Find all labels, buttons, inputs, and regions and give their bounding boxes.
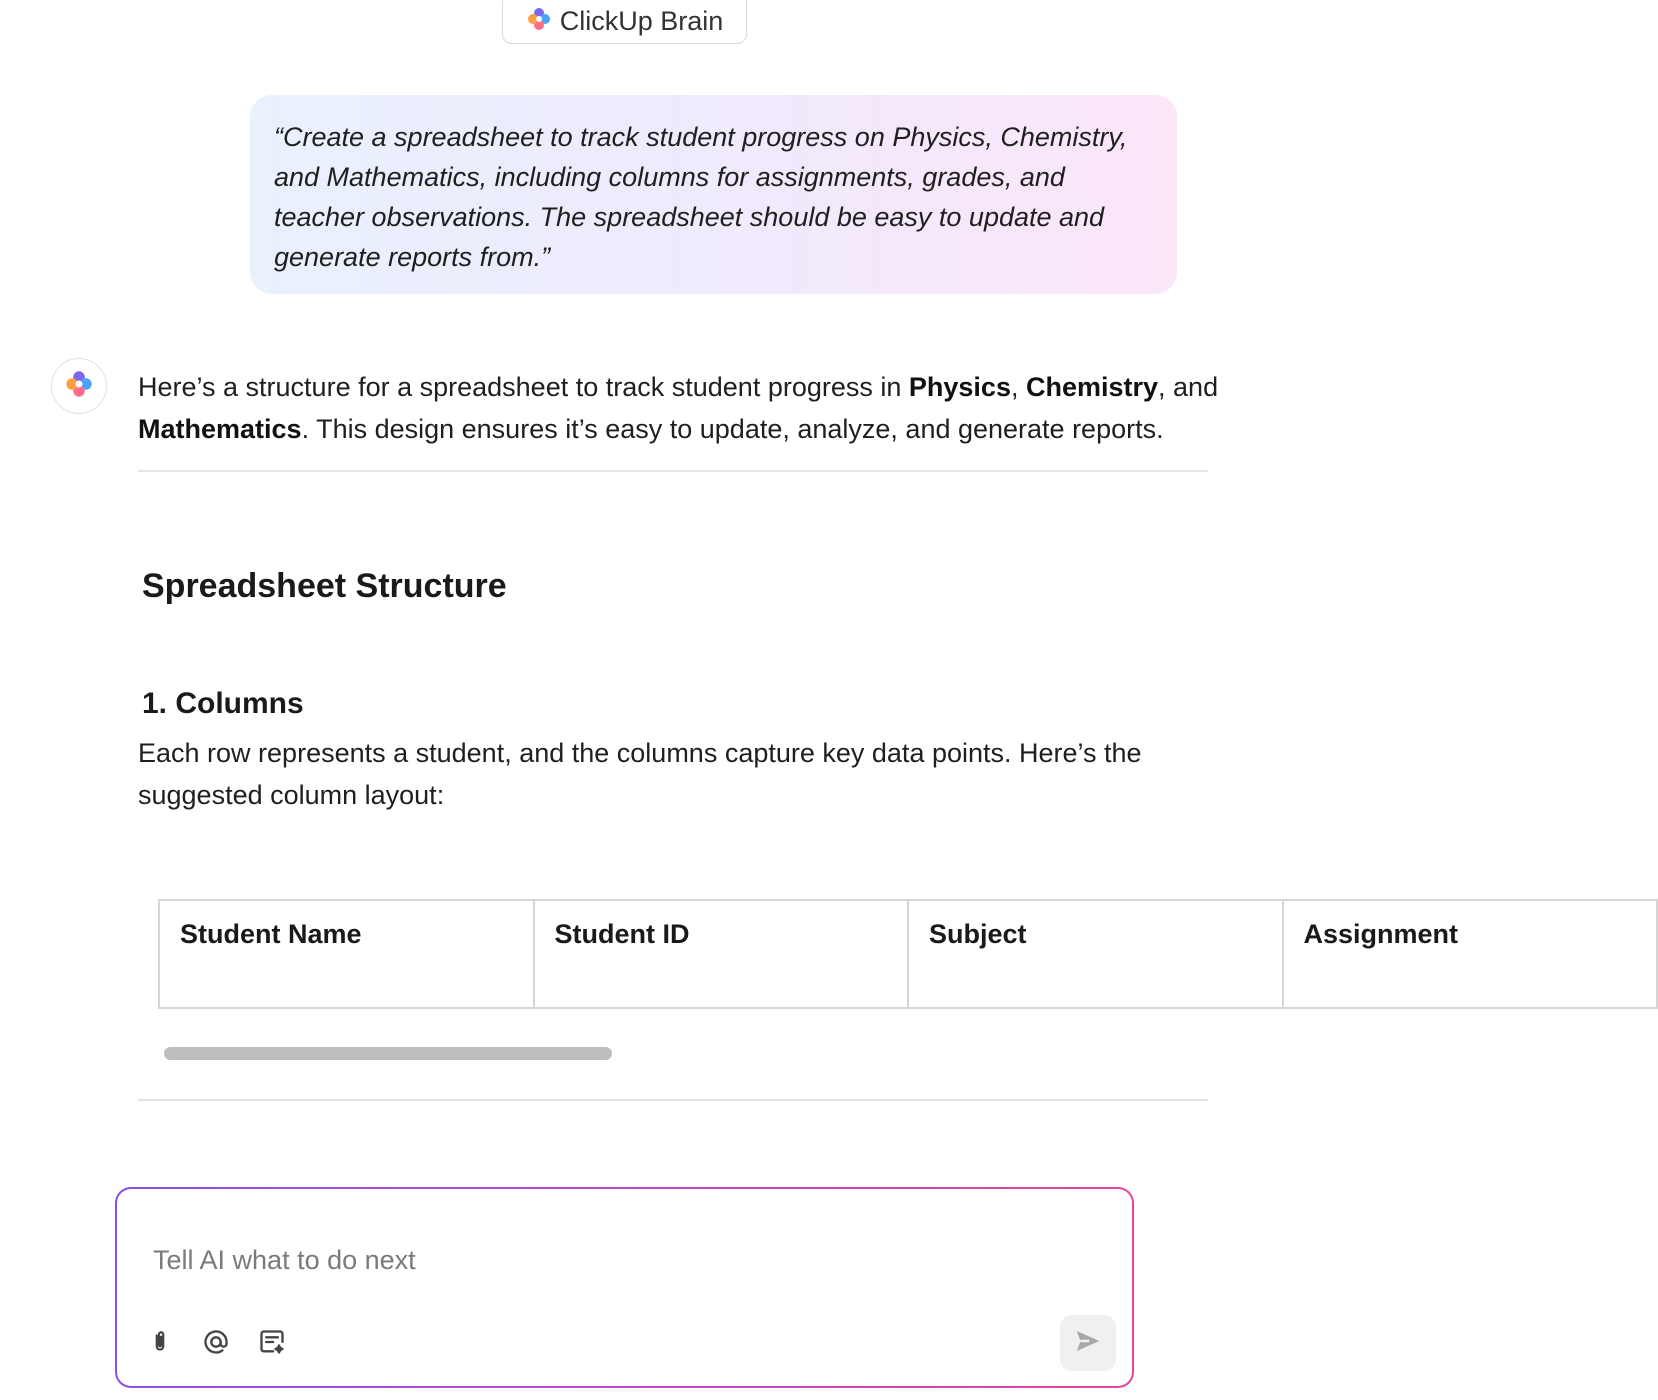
subject-mathematics: Mathematics bbox=[138, 414, 302, 444]
clickup-brain-pill bbox=[502, 0, 747, 44]
subsection-text: Each row represents a student, and the columns capture key data points. Here’s the suggested column layout: bbox=[138, 738, 1142, 810]
send-icon bbox=[1073, 1326, 1103, 1361]
user-prompt-bubble bbox=[250, 95, 1177, 294]
ai-prompt-input[interactable] bbox=[153, 1245, 1053, 1276]
table-header-subject: Subject bbox=[908, 900, 1283, 1008]
ai-response bbox=[138, 366, 1459, 1101]
paperclip-icon[interactable] bbox=[143, 1325, 177, 1359]
ai-avatar bbox=[51, 358, 107, 414]
table-header-student-id: Student ID bbox=[534, 900, 909, 1008]
divider bbox=[138, 1099, 1208, 1101]
table-header-assignment: Assignment bbox=[1283, 900, 1658, 1008]
response-intro: Here’s a structure for a spreadsheet to track student progress in Physics, Chemistry, and Mathematics. This design ensures it’s easy to update, analyze, and generate reports. bbox=[138, 372, 1219, 444]
ai-composer bbox=[115, 1187, 1134, 1388]
table-horizontal-scrollbar[interactable] bbox=[164, 1047, 612, 1060]
clickup-brain-logo-icon bbox=[64, 369, 94, 404]
clickup-brain-logo-icon bbox=[526, 6, 552, 37]
ai-note-icon[interactable] bbox=[255, 1325, 289, 1359]
section-title: Spreadsheet Structure bbox=[142, 567, 507, 605]
subject-physics: Physics bbox=[908, 372, 1011, 402]
clickup-brain-title: ClickUp Brain bbox=[559, 5, 724, 36]
user-prompt-text: “Create a spreadsheet to track student progress on Physics, Chemistry, and Mathematics, including columns for assignments, grades, and teacher observations. The spreadsheet should be easy to update and generate reports from.” bbox=[274, 122, 1128, 272]
table-header-student-name: Student Name bbox=[159, 900, 534, 1008]
divider bbox=[138, 470, 1208, 472]
columns-table bbox=[158, 899, 1658, 1009]
subject-chemistry: Chemistry bbox=[1025, 372, 1159, 402]
send-button[interactable] bbox=[1060, 1315, 1116, 1371]
columns-table-scroll[interactable] bbox=[158, 899, 1459, 1009]
subsection-title: 1. Columns bbox=[142, 687, 304, 720]
at-mention-icon[interactable] bbox=[199, 1325, 233, 1359]
